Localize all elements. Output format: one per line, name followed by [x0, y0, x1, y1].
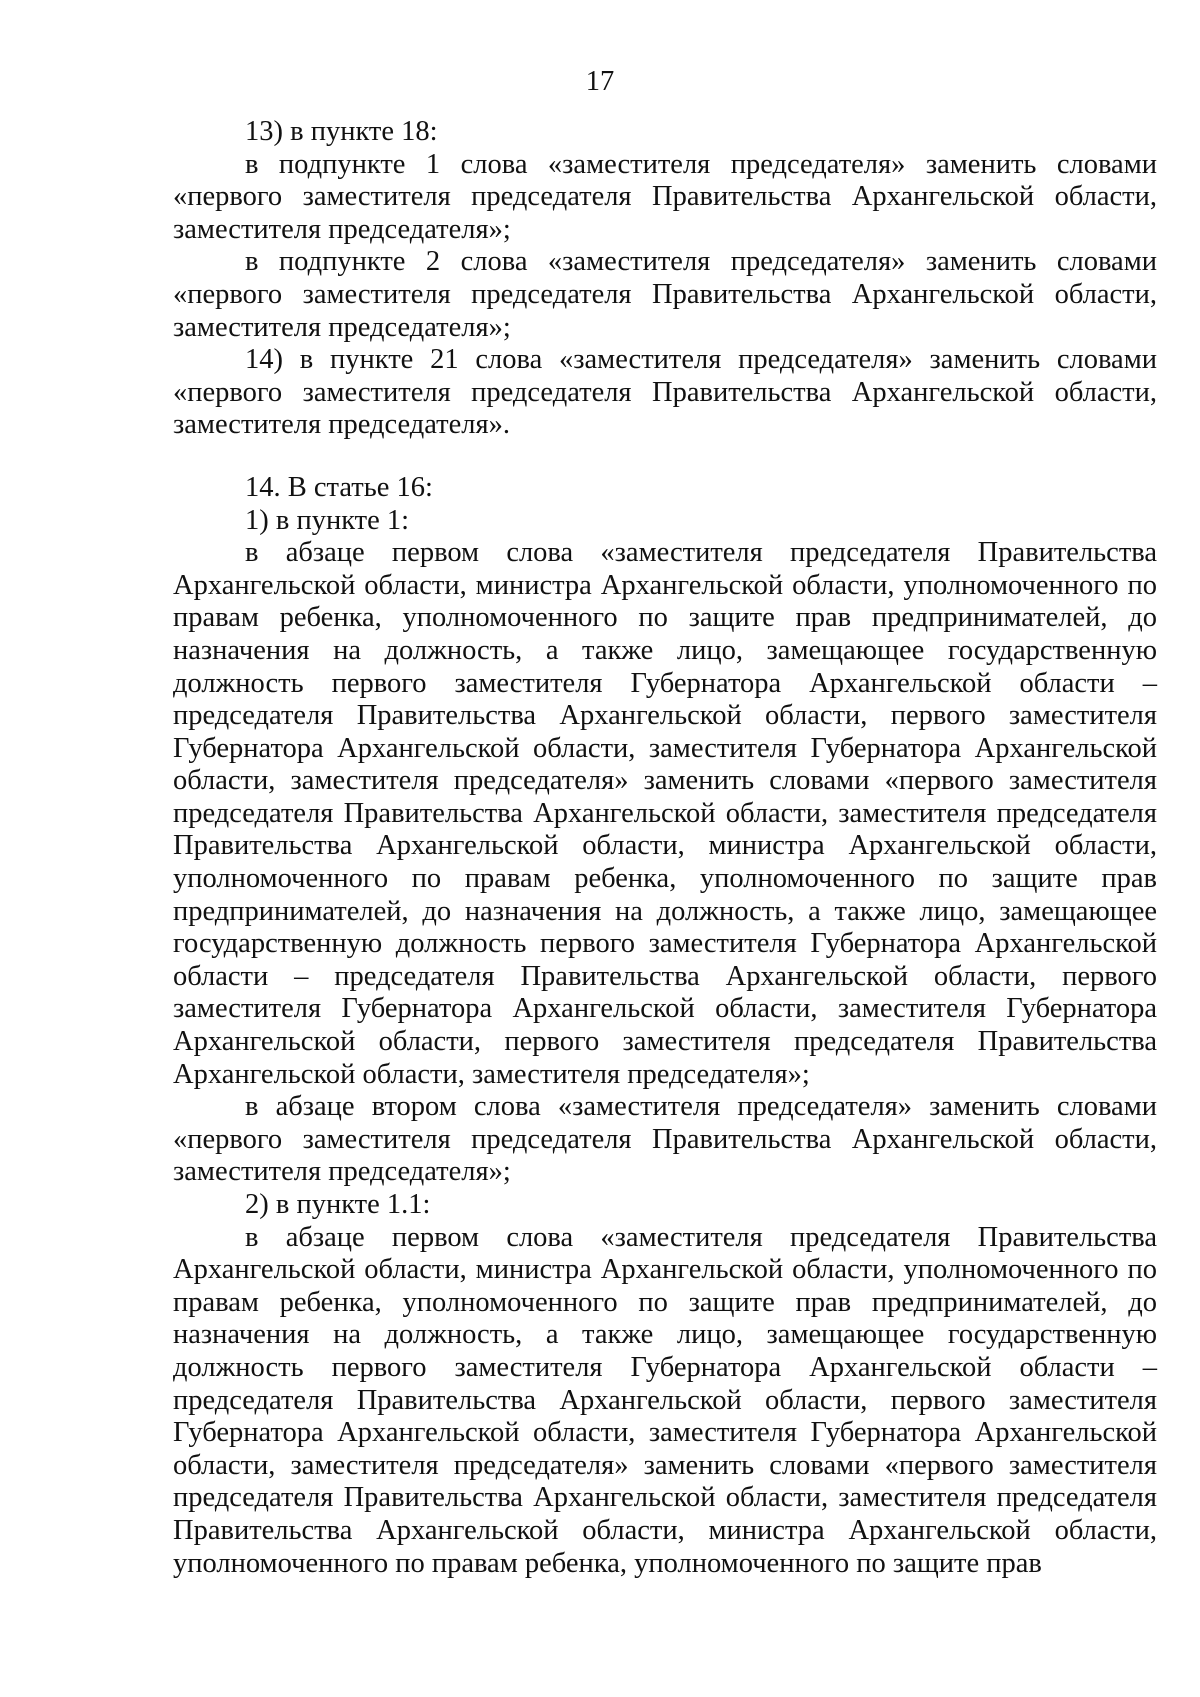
- paragraph-point-1-first-indent: в абзаце первом слова «заместителя председателя Правительства Архангельской области, министра Архангельской области, уполномоченного по правам ребенка, уполномоченного по защите прав предпринимателей, до назначения на должность, а также лицо, замещающее государственную должность первого заместителя Губернатора Архангельской области – председателя Правительства Архангельской области, первого заместителя Губернатора Архангельской области, заместителя Губернатора Архангельской области, заместителя председателя» заменить словами «первого заместителя председателя Правительства Архангельской области, заместителя председателя Правительства Архангельской области, министра Архангельской области, уполномоченного по правам ребенка, уполномоченного по защите прав предпринимателей, до назначения на должность, а также лицо, замещающее государственную должность первого заместителя Губернатора Архангельской области – председателя Правительства Архангельской области, первого заместителя Губернатора Архангельской области, заместителя Губернатора Архангельской области, первого заместителя председателя Правительства Архангельской области, заместителя председателя»;: [173, 537, 1157, 1090]
- paragraph-point-1-1-heading: 2) в пункте 1.1:: [245, 1189, 431, 1220]
- paragraph-item-13: 13) в пункте 18:: [245, 116, 438, 147]
- document-body: [173, 116, 1157, 1580]
- paragraph-point-1-second-indent: в абзаце втором слова «заместителя председателя» заменить словами «первого заместителя председателя Правительства Архангельской области, заместителя председателя»;: [173, 1091, 1157, 1188]
- paragraph-point-1-heading: 1) в пункте 1:: [245, 504, 410, 536]
- paragraph-subpoint-1: в подпункте 1 слова «заместителя председателя» заменить словами «первого заместителя председателя Правительства Архангельской области, заместителя председателя»;: [173, 148, 1157, 245]
- paragraph-article-16-heading: 14. В статье 16:: [245, 471, 433, 503]
- paragraph-item-14: 14) в пункте 21 слова «заместителя председателя» заменить словами «первого заместителя председателя Правительства Архангельской области, заместителя председателя».: [173, 344, 1157, 441]
- paragraph-subpoint-2: в подпункте 2 слова «заместителя председателя» заменить словами «первого заместителя председателя Правительства Архангельской области, заместителя председателя»;: [173, 246, 1157, 343]
- paragraph-point-1-1-first-indent: в абзаце первом слова «заместителя председателя Правительства Архангельской области, министра Архангельской области, уполномоченного по правам ребенка, уполномоченного по защите прав предпринимателей, до назначения на должность, а также лицо, замещающее государственную должность первого заместителя Губернатора Архангельской области – председателя Правительства Архангельской области, первого заместителя Губернатора Архангельской области, заместителя Губернатора Архангельской области, заместителя председателя» заменить словами «первого заместителя председателя Правительства Архангельской области, заместителя председателя Правительства Архангельской области, министра Архангельской области, уполномоченного по правам ребенка, уполномоченного по защите прав: [173, 1221, 1157, 1579]
- section-spacer: [173, 442, 1157, 472]
- page-number: 17: [585, 66, 615, 97]
